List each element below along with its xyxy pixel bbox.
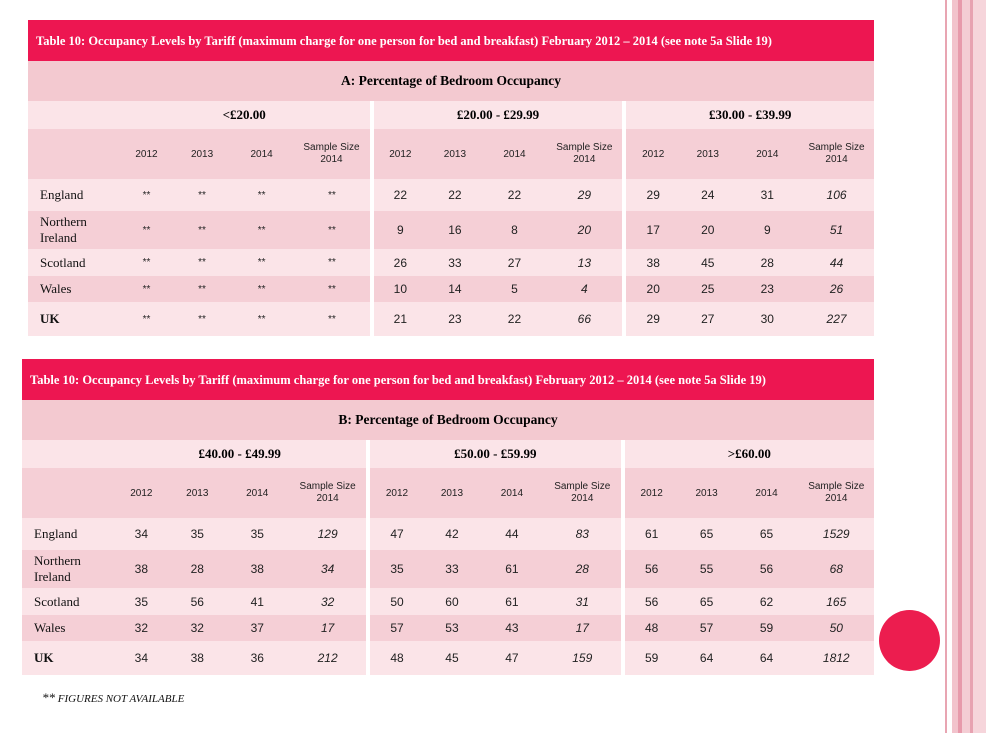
table-cell: 20 <box>680 211 736 249</box>
table-cell: 28 <box>169 550 225 588</box>
table-cell: 35 <box>368 550 424 588</box>
region-label: Scotland <box>22 588 113 615</box>
occupancy-table-b <box>22 359 874 675</box>
column-header: 2014 <box>735 468 799 518</box>
tariff-band-header: <£20.00 <box>119 101 372 129</box>
region-label: England <box>22 518 113 550</box>
table-cell: 56 <box>623 588 679 615</box>
table-subtitle: A: Percentage of Bedroom Occupancy <box>28 61 874 101</box>
table-cell: 13 <box>546 249 624 276</box>
table-title: Table 10: Occupancy Levels by Tariff (maximum charge for one person for bed and breakfast) February 2012 – 2014 (see note 5a Slide 19) <box>22 359 874 400</box>
table-subtitle: B: Percentage of Bedroom Occupancy <box>22 400 874 440</box>
table-cell: 51 <box>799 211 874 249</box>
table-cell: 23 <box>427 302 483 336</box>
column-header: Sample Size 2014 <box>544 468 623 518</box>
table-cell: ** <box>230 249 294 276</box>
table-cell: 20 <box>624 276 680 302</box>
table-cell: 32 <box>289 588 368 615</box>
table-cell: 62 <box>735 588 799 615</box>
table-cell: ** <box>293 276 371 302</box>
table-cell: 31 <box>736 179 800 211</box>
table-cell: ** <box>174 276 230 302</box>
footnote-stars: ** <box>42 690 55 705</box>
occupancy-table-a <box>28 20 874 336</box>
table-cell: ** <box>293 179 371 211</box>
table-cell: 36 <box>225 641 289 675</box>
table-cell: 32 <box>169 615 225 641</box>
table-cell: ** <box>174 211 230 249</box>
table-cell: 28 <box>544 550 623 588</box>
table-row <box>28 302 874 336</box>
table-cell: 47 <box>480 641 544 675</box>
table-cell: 29 <box>624 179 680 211</box>
table-cell: 30 <box>736 302 800 336</box>
table-cell: 66 <box>546 302 624 336</box>
table-row <box>22 550 874 588</box>
region-label: UK <box>22 641 113 675</box>
column-header: 2012 <box>623 468 679 518</box>
column-header: Sample Size 2014 <box>546 129 624 179</box>
table-cell: 37 <box>225 615 289 641</box>
table-cell: 22 <box>483 302 547 336</box>
table-cell: 35 <box>169 518 225 550</box>
table-cell: 33 <box>424 550 480 588</box>
table-cell: 165 <box>799 588 874 615</box>
region-label: England <box>28 179 119 211</box>
table-cell: 50 <box>799 615 874 641</box>
column-header: 2014 <box>230 129 294 179</box>
table-cell: ** <box>293 249 371 276</box>
table-cell: 9 <box>736 211 800 249</box>
table-cell: 43 <box>480 615 544 641</box>
column-header: 2012 <box>372 129 428 179</box>
table-cell: 10 <box>372 276 428 302</box>
table-cell: ** <box>174 302 230 336</box>
column-header: Sample Size 2014 <box>289 468 368 518</box>
table-cell: 64 <box>735 641 799 675</box>
blank-cell <box>28 129 119 179</box>
column-header: 2013 <box>174 129 230 179</box>
region-label: Northern Ireland <box>28 211 119 249</box>
table-cell: 56 <box>735 550 799 588</box>
table-cell: 60 <box>424 588 480 615</box>
table-cell: 159 <box>544 641 623 675</box>
table-cell: 83 <box>544 518 623 550</box>
table-cell: 17 <box>544 615 623 641</box>
blank-cell <box>22 440 113 468</box>
table-cell: 106 <box>799 179 874 211</box>
table-title: Table 10: Occupancy Levels by Tariff (maximum charge for one person for bed and breakfast) February 2012 – 2014 (see note 5a Slide 19) <box>28 20 874 61</box>
table-cell: 50 <box>368 588 424 615</box>
table-cell: 55 <box>679 550 735 588</box>
table-cell: 227 <box>799 302 874 336</box>
table-cell: 64 <box>679 641 735 675</box>
column-header: Sample Size 2014 <box>799 129 874 179</box>
table-cell: 56 <box>169 588 225 615</box>
table-cell: ** <box>119 302 175 336</box>
table-cell: ** <box>119 211 175 249</box>
column-header: 2012 <box>119 129 175 179</box>
blank-cell <box>22 468 113 518</box>
table-cell: 34 <box>289 550 368 588</box>
region-label: Wales <box>22 615 113 641</box>
table-cell: 22 <box>427 179 483 211</box>
tariff-band-header: >£60.00 <box>623 440 874 468</box>
table-cell: ** <box>174 249 230 276</box>
table-cell: 27 <box>680 302 736 336</box>
table-cell: 34 <box>113 641 169 675</box>
table-cell: 29 <box>546 179 624 211</box>
table-cell: 38 <box>624 249 680 276</box>
tariff-band-header: £40.00 - £49.99 <box>113 440 368 468</box>
table-cell: 48 <box>623 615 679 641</box>
table-cell: 27 <box>483 249 547 276</box>
table-cell: ** <box>293 211 371 249</box>
tariff-band-header: £50.00 - £59.99 <box>368 440 623 468</box>
decor-stripe <box>945 0 947 733</box>
table-cell: 45 <box>680 249 736 276</box>
region-label: Wales <box>28 276 119 302</box>
table-row <box>28 249 874 276</box>
table-cell: 129 <box>289 518 368 550</box>
table-cell: 24 <box>680 179 736 211</box>
table-cell: 26 <box>799 276 874 302</box>
column-header: 2013 <box>169 468 225 518</box>
table-cell: 31 <box>544 588 623 615</box>
table-cell: 57 <box>368 615 424 641</box>
table-cell: 1812 <box>799 641 874 675</box>
table-cell: 20 <box>546 211 624 249</box>
column-header: 2013 <box>680 129 736 179</box>
table-cell: 28 <box>736 249 800 276</box>
table-cell: 29 <box>624 302 680 336</box>
column-header: 2013 <box>679 468 735 518</box>
table-cell: 35 <box>113 588 169 615</box>
table-cell: 44 <box>799 249 874 276</box>
table-cell: 14 <box>427 276 483 302</box>
table-cell: 61 <box>480 588 544 615</box>
table-cell: 65 <box>679 518 735 550</box>
table-cell: 65 <box>679 588 735 615</box>
table-cell: 48 <box>368 641 424 675</box>
table-cell: 44 <box>480 518 544 550</box>
table-row <box>28 276 874 302</box>
table-cell: 1529 <box>799 518 874 550</box>
column-header: 2014 <box>736 129 800 179</box>
table-cell: 23 <box>736 276 800 302</box>
table-cell: 16 <box>427 211 483 249</box>
table-cell: 33 <box>427 249 483 276</box>
table-cell: 47 <box>368 518 424 550</box>
blank-cell <box>28 101 119 129</box>
table-cell: 57 <box>679 615 735 641</box>
table-row <box>28 211 874 249</box>
table-cell: ** <box>119 249 175 276</box>
tariff-band-header: £30.00 - £39.99 <box>624 101 874 129</box>
table-cell: ** <box>230 276 294 302</box>
table-cell: 61 <box>623 518 679 550</box>
tariff-band-header: £20.00 - £29.99 <box>372 101 625 129</box>
table-cell: 34 <box>113 518 169 550</box>
footnote-text: FIGURES NOT AVAILABLE <box>55 693 185 705</box>
table-cell: 38 <box>113 550 169 588</box>
table-cell: 61 <box>480 550 544 588</box>
table-cell: 38 <box>169 641 225 675</box>
decor-stripe <box>973 0 986 733</box>
table-cell: 26 <box>372 249 428 276</box>
region-label: Northern Ireland <box>22 550 113 588</box>
table-cell: ** <box>119 179 175 211</box>
table-cell: 4 <box>546 276 624 302</box>
table-cell: 32 <box>113 615 169 641</box>
table-cell: 59 <box>735 615 799 641</box>
table-cell: 212 <box>289 641 368 675</box>
table-cell: 21 <box>372 302 428 336</box>
table-cell: 41 <box>225 588 289 615</box>
table-cell: 22 <box>372 179 428 211</box>
column-header: Sample Size 2014 <box>293 129 371 179</box>
column-header: 2014 <box>225 468 289 518</box>
table-cell: 22 <box>483 179 547 211</box>
table-row <box>22 615 874 641</box>
column-header: 2014 <box>480 468 544 518</box>
table-cell: ** <box>119 276 175 302</box>
footnote <box>42 690 184 706</box>
table-cell: 45 <box>424 641 480 675</box>
column-header: 2012 <box>113 468 169 518</box>
table-cell: 59 <box>623 641 679 675</box>
region-label: Scotland <box>28 249 119 276</box>
table-cell: ** <box>230 211 294 249</box>
table-cell: 56 <box>623 550 679 588</box>
table-cell: 68 <box>799 550 874 588</box>
table-cell: 53 <box>424 615 480 641</box>
region-label: UK <box>28 302 119 336</box>
column-header: 2013 <box>424 468 480 518</box>
column-header: 2013 <box>427 129 483 179</box>
table-cell: 17 <box>624 211 680 249</box>
table-row <box>28 179 874 211</box>
column-header: 2014 <box>483 129 547 179</box>
table-cell: 5 <box>483 276 547 302</box>
table-row <box>22 588 874 615</box>
table-cell: 17 <box>289 615 368 641</box>
table-cell: 8 <box>483 211 547 249</box>
table-cell: ** <box>230 179 294 211</box>
column-header: 2012 <box>624 129 680 179</box>
table-row <box>22 641 874 675</box>
decor-circle <box>879 610 940 671</box>
table-cell: 35 <box>225 518 289 550</box>
table-cell: ** <box>293 302 371 336</box>
table-cell: 38 <box>225 550 289 588</box>
table-cell: 65 <box>735 518 799 550</box>
table-cell: ** <box>174 179 230 211</box>
table-cell: ** <box>230 302 294 336</box>
table-cell: 9 <box>372 211 428 249</box>
column-header: Sample Size 2014 <box>799 468 874 518</box>
table-cell: 25 <box>680 276 736 302</box>
column-header: 2012 <box>368 468 424 518</box>
table-cell: 42 <box>424 518 480 550</box>
decor-stripe <box>962 0 970 733</box>
table-row <box>22 518 874 550</box>
